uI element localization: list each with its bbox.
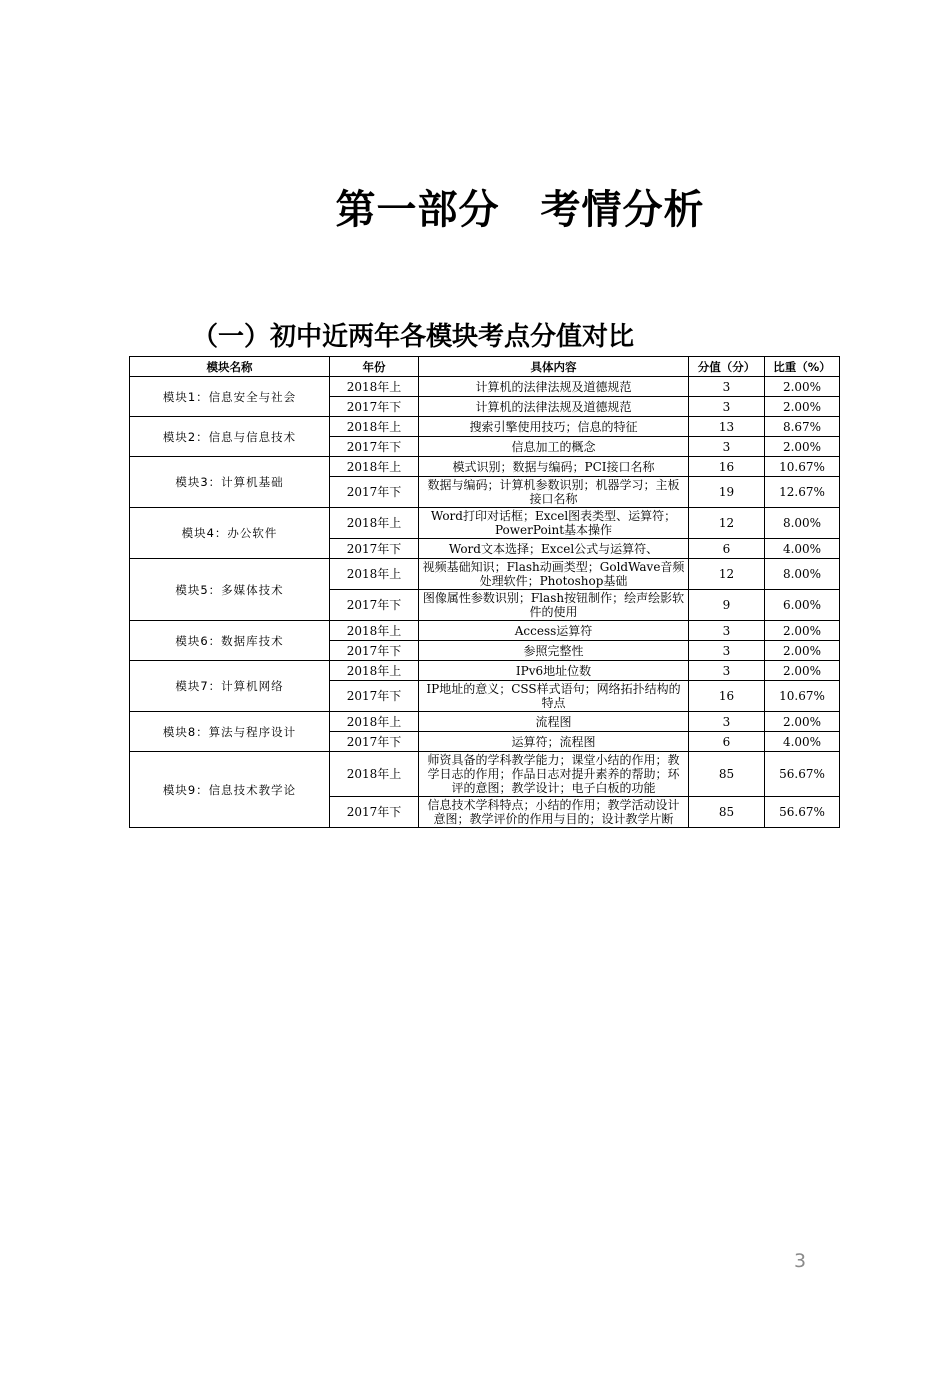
content-cell: 师资具备的学科教学能力；课堂小结的作用；教学日志的作用；作品日志对提升素养的帮助；环评的意图；教学设计；电子白板的功能 — [419, 752, 689, 797]
module-name: 模块9：信息技术教学论 — [130, 752, 330, 828]
year-cell: 2017年下 — [330, 797, 419, 828]
ratio-cell: 56.67% — [765, 752, 840, 797]
year-cell: 2017年下 — [330, 397, 419, 417]
content-cell: 参照完整性 — [419, 641, 689, 661]
header-content: 具体内容 — [419, 357, 689, 377]
table-row — [130, 377, 840, 397]
content-cell: 运算符；流程图 — [419, 732, 689, 752]
year-cell: 2017年下 — [330, 437, 419, 457]
table-row — [130, 712, 840, 732]
score-cell: 6 — [689, 732, 765, 752]
score-cell: 12 — [689, 508, 765, 539]
module-name: 模块2：信息与信息技术 — [130, 417, 330, 457]
table-row — [130, 559, 840, 590]
ratio-cell: 2.00% — [765, 621, 840, 641]
year-cell: 2018年上 — [330, 661, 419, 681]
ratio-cell: 2.00% — [765, 377, 840, 397]
module-name: 模块4：办公软件 — [130, 508, 330, 559]
content-cell: Word文本选择；Excel公式与运算符、 — [419, 539, 689, 559]
year-cell: 2018年上 — [330, 559, 419, 590]
score-cell: 3 — [689, 641, 765, 661]
ratio-cell: 2.00% — [765, 641, 840, 661]
header-year: 年份 — [330, 357, 419, 377]
content-cell: Word打印对话框；Excel图表类型、运算符；PowerPoint基本操作 — [419, 508, 689, 539]
score-cell: 16 — [689, 681, 765, 712]
score-cell: 3 — [689, 397, 765, 417]
module-name: 模块8：算法与程序设计 — [130, 712, 330, 752]
page-title: 第一部分 考情分析 — [335, 187, 705, 233]
header-ratio: 比重（%） — [765, 357, 840, 377]
score-cell: 3 — [689, 712, 765, 732]
header-score: 分值（分） — [689, 357, 765, 377]
year-cell: 2017年下 — [330, 732, 419, 752]
table-row — [130, 457, 840, 477]
ratio-cell: 6.00% — [765, 590, 840, 621]
ratio-cell: 8.00% — [765, 559, 840, 590]
year-cell: 2018年上 — [330, 377, 419, 397]
table-row — [130, 417, 840, 437]
content-cell: 信息加工的概念 — [419, 437, 689, 457]
ratio-cell: 4.00% — [765, 539, 840, 559]
module-name: 模块3：计算机基础 — [130, 457, 330, 508]
year-cell: 2018年上 — [330, 752, 419, 797]
ratio-cell: 4.00% — [765, 732, 840, 752]
score-cell: 16 — [689, 457, 765, 477]
year-cell: 2017年下 — [330, 590, 419, 621]
module-name: 模块1：信息安全与社会 — [130, 377, 330, 417]
year-cell: 2018年上 — [330, 508, 419, 539]
score-cell: 85 — [689, 797, 765, 828]
content-cell: IPv6地址位数 — [419, 661, 689, 681]
content-cell: 模式识别；数据与编码；PCI接口名称 — [419, 457, 689, 477]
ratio-cell: 12.67% — [765, 477, 840, 508]
table-row — [130, 621, 840, 641]
ratio-cell: 2.00% — [765, 397, 840, 417]
score-cell: 9 — [689, 590, 765, 621]
year-cell: 2017年下 — [330, 641, 419, 661]
content-cell: Access运算符 — [419, 621, 689, 641]
content-cell: 信息技术学科特点；小结的作用；教学活动设计意图；教学评价的作用与目的；设计教学片断 — [419, 797, 689, 828]
score-cell: 3 — [689, 437, 765, 457]
content-cell: IP地址的意义；CSS样式语句；网络拓扑结构的特点 — [419, 681, 689, 712]
ratio-cell: 8.67% — [765, 417, 840, 437]
year-cell: 2018年上 — [330, 621, 419, 641]
module-name: 模块5：多媒体技术 — [130, 559, 330, 621]
ratio-cell: 2.00% — [765, 712, 840, 732]
score-cell: 85 — [689, 752, 765, 797]
score-cell: 6 — [689, 539, 765, 559]
score-cell: 3 — [689, 377, 765, 397]
year-cell: 2017年下 — [330, 539, 419, 559]
content-cell: 数据与编码；计算机参数识别；机器学习；主板接口名称 — [419, 477, 689, 508]
ratio-cell: 8.00% — [765, 508, 840, 539]
score-cell: 12 — [689, 559, 765, 590]
content-cell: 计算机的法律法规及道德规范 — [419, 377, 689, 397]
year-cell: 2017年下 — [330, 681, 419, 712]
table-row — [130, 752, 840, 797]
module-score-table — [129, 356, 840, 828]
header-module: 模块名称 — [130, 357, 330, 377]
content-cell: 搜索引擎使用技巧；信息的特征 — [419, 417, 689, 437]
table-row — [130, 508, 840, 539]
score-cell: 13 — [689, 417, 765, 437]
score-cell: 19 — [689, 477, 765, 508]
module-name: 模块7：计算机网络 — [130, 661, 330, 712]
ratio-cell: 2.00% — [765, 661, 840, 681]
page-number: 3 — [794, 1250, 807, 1272]
score-cell: 3 — [689, 661, 765, 681]
ratio-cell: 10.67% — [765, 457, 840, 477]
section-title: （一）初中近两年各模块考点分值对比 — [192, 322, 635, 352]
ratio-cell: 2.00% — [765, 437, 840, 457]
content-cell: 流程图 — [419, 712, 689, 732]
ratio-cell: 56.67% — [765, 797, 840, 828]
content-cell: 计算机的法律法规及道德规范 — [419, 397, 689, 417]
table-row — [130, 661, 840, 681]
year-cell: 2018年上 — [330, 417, 419, 437]
score-cell: 3 — [689, 621, 765, 641]
year-cell: 2018年上 — [330, 712, 419, 732]
year-cell: 2017年下 — [330, 477, 419, 508]
content-cell: 图像属性参数识别；Flash按钮制作；绘声绘影软件的使用 — [419, 590, 689, 621]
content-cell: 视频基础知识；Flash动画类型；GoldWave音频处理软件；Photoshop基础 — [419, 559, 689, 590]
module-name: 模块6：数据库技术 — [130, 621, 330, 661]
year-cell: 2018年上 — [330, 457, 419, 477]
table-header-row — [130, 357, 840, 377]
ratio-cell: 10.67% — [765, 681, 840, 712]
